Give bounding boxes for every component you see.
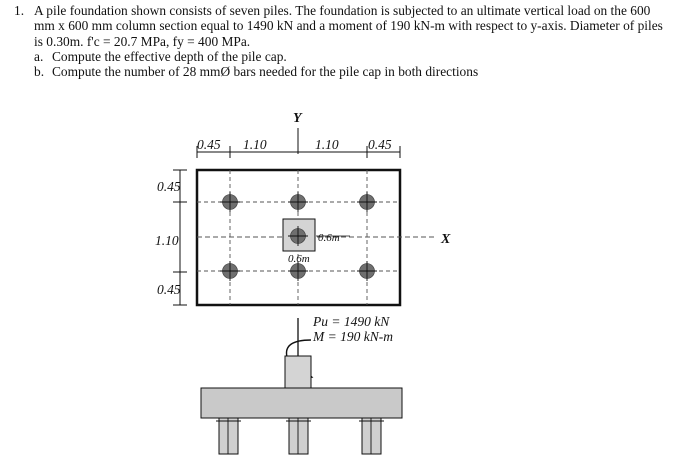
pile-cap-elevation bbox=[201, 388, 402, 418]
column-elevation bbox=[285, 356, 311, 388]
pile-elevation bbox=[219, 418, 238, 454]
part-text: Compute the effective depth of the pile cap. bbox=[52, 48, 287, 64]
x-axis-label: X bbox=[441, 232, 451, 247]
left-dim-1-10: 1.10 bbox=[155, 233, 179, 248]
column-height-label: 0.6m bbox=[288, 253, 310, 265]
top-dim-1-10-left: 1.10 bbox=[243, 137, 267, 152]
pile-elevation bbox=[289, 418, 308, 454]
top-dim-0-45-left: 0.45 bbox=[197, 137, 221, 152]
problem-number: 1. bbox=[14, 3, 25, 18]
pile-elevations bbox=[219, 418, 381, 454]
column-width-label: 0.6m bbox=[318, 232, 340, 244]
problem-text: A pile foundation shown consists of seven piles. The foundation is subjected to an ultimate vertical load on the 600 mm x 600 mm column section equal to 1490 kN and a moment of 190 kN-m with respect to y-axis. Diameter of piles is 0.30m. f'c = 20.7 MPa, fy = 400 MPa. bbox=[34, 3, 663, 49]
part-text: Compute the number of 28 mmØ bars needed for the pile cap in both directions bbox=[52, 64, 479, 80]
y-axis-label: Y bbox=[293, 111, 302, 126]
part-label: b. bbox=[34, 64, 45, 80]
m-label: M = 190 kN-m bbox=[313, 329, 393, 344]
part-label: a. bbox=[34, 48, 44, 64]
left-dim-0-45-top: 0.45 bbox=[157, 179, 181, 194]
top-dim-1-10-right: 1.10 bbox=[315, 137, 339, 152]
pile-elevation bbox=[362, 418, 381, 454]
top-dim-0-45-right: 0.45 bbox=[368, 137, 392, 152]
pu-label: Pu = 1490 kN bbox=[313, 314, 390, 329]
left-dim-0-45-bottom: 0.45 bbox=[157, 282, 181, 297]
